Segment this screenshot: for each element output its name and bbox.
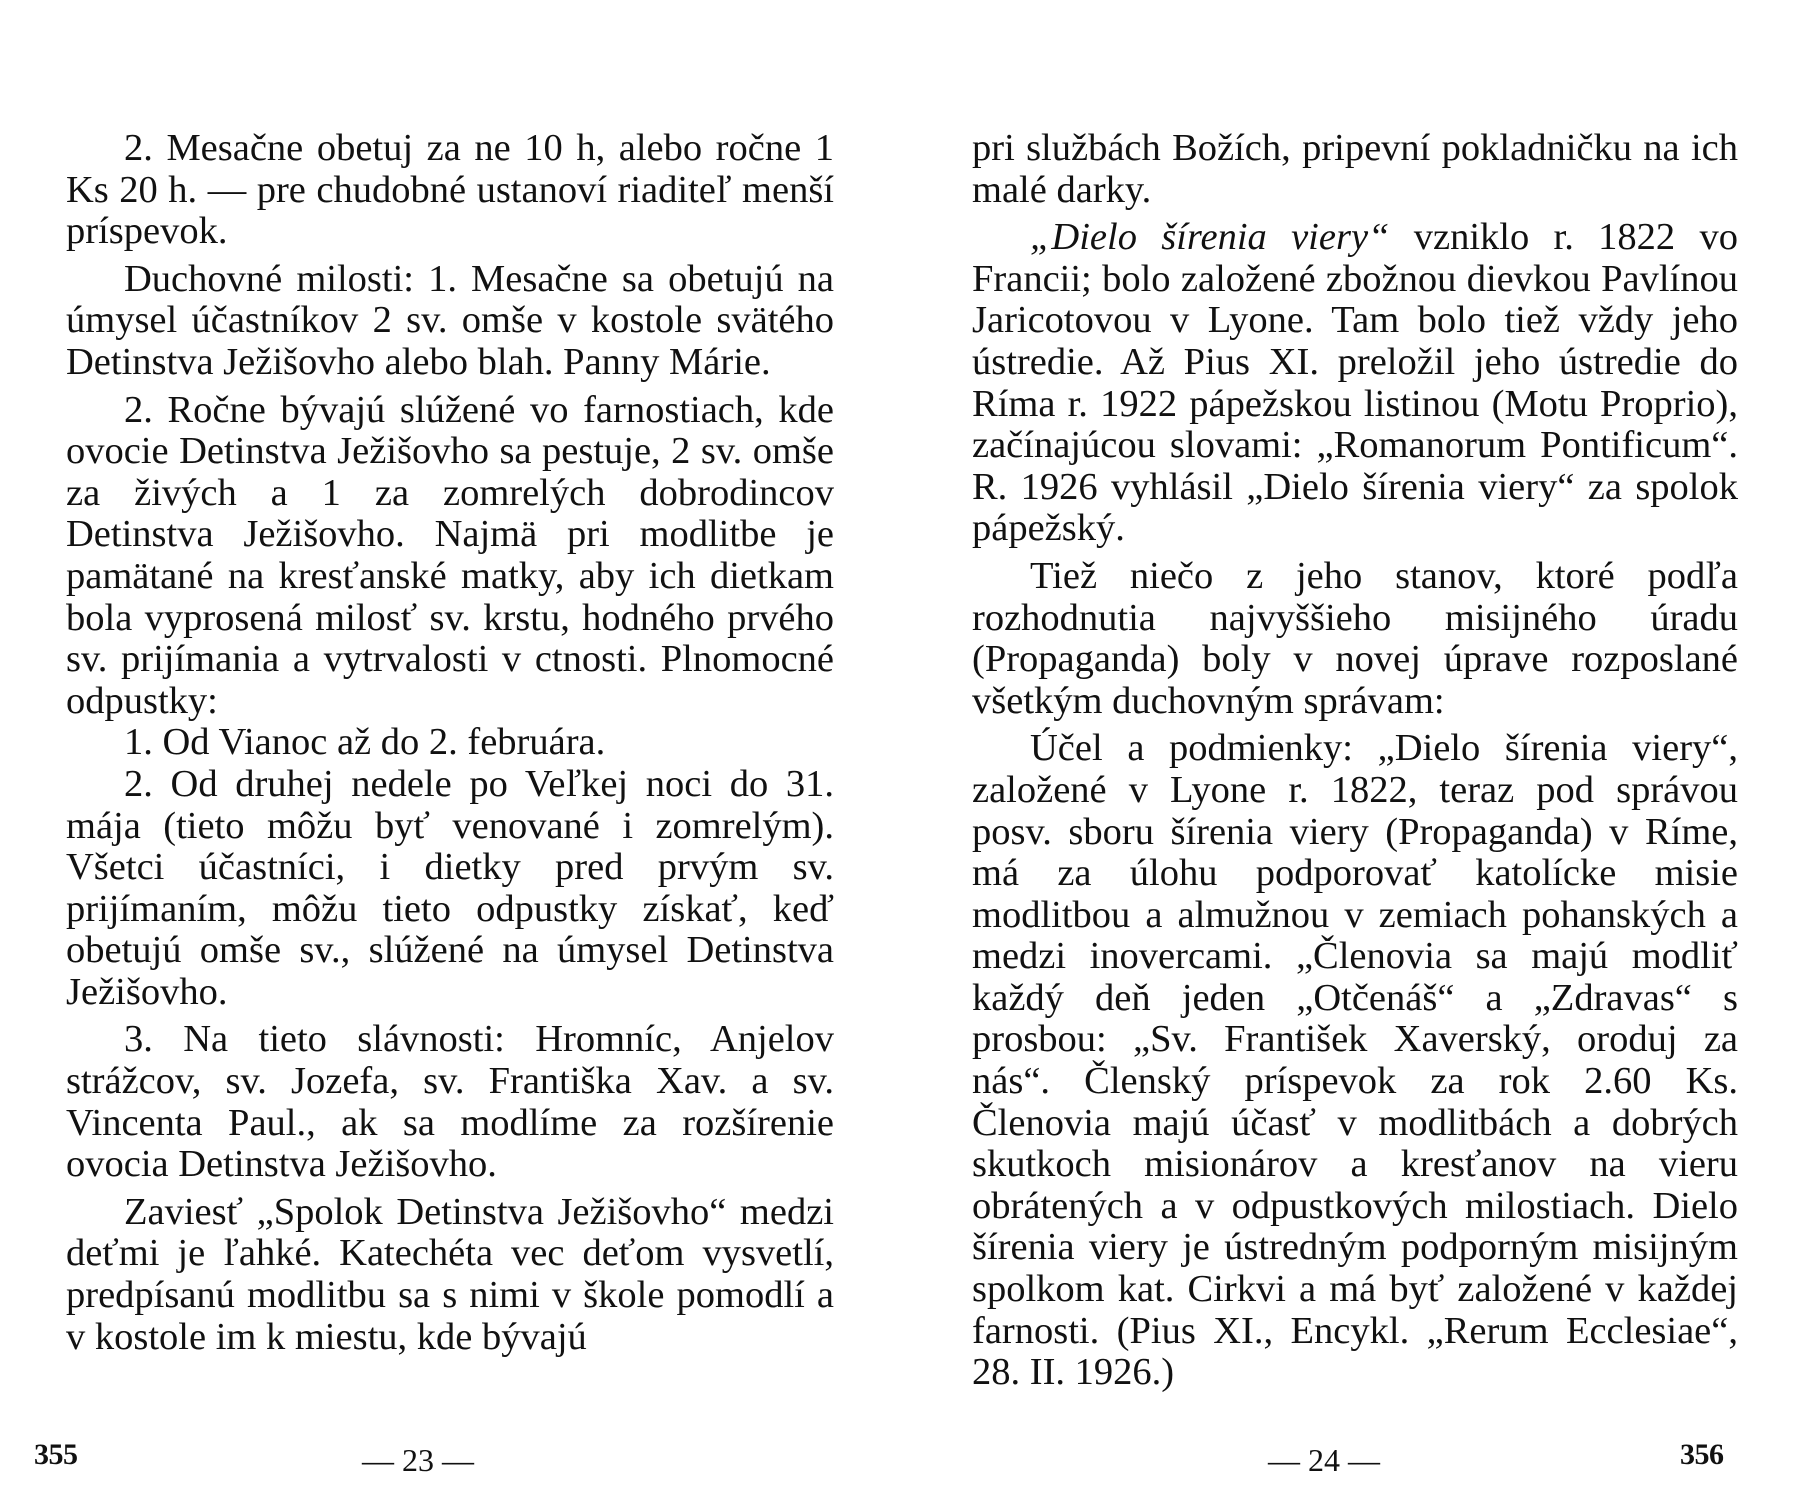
right-paragraph: Tiež niečo z jeho stanov, ktoré podľa rozhodnutia najvyššieho misijného úradu (Propaganda) boly v novej úprave rozposlané všetkým duchovným správam: [972, 554, 1738, 722]
right-sheet-number: 356 [1680, 1438, 1724, 1471]
left-list-item: 3. Na tieto slávnosti: Hromníc, Anjelov strážcov, sv. Jozefa, sv. Františka Xav. a sv. Vincenta Paul., ak sa modlíme za rozšírenie ovocia Detinstva Ježišovho. [66, 1018, 834, 1186]
left-paragraph: Zaviesť „Spolok Detinstva Ježišovho“ medzi deťmi je ľahké. Katechéta vec deťom vysvetlí, predpísanú modlitbu sa s nimi v škole pomodlí a v kostole im k miestu, kde bývajú [66, 1190, 834, 1358]
left-sheet-number: 355 [34, 1438, 78, 1471]
left-list-item: 1. Od Vianoc až do 2. februára. [124, 721, 606, 764]
right-paragraph-text: vzniklo r. 1822 vo Francii; bolo založené zbožnou dievkou Pavlínou Jaricotovou v Lyone. Tam bolo tiež vždy jeho ústredie. Až Pius XI. preložil jeho ústredie do Ríma r. 1922 pápežskou listinou (Motu Proprio), začínajúcou slovami: „Romanorum Pontificum“. R. 1926 vyhlásil „Dielo šírenia viery“ za spolok pápežský. [972, 216, 1738, 550]
right-page-number: — 24 — [1268, 1442, 1380, 1478]
right-page [898, 0, 1796, 1500]
right-page-text [972, 128, 1738, 1400]
left-page-text [66, 128, 834, 1364]
dielo-title: „Dielo šírenia viery“ [1030, 216, 1390, 259]
left-list-item: 2. Od druhej nedele po Veľkej noci do 31. mája (tieto môžu byť venované i zomrelým). Všetci účastníci, i dietky pred prvým sv. prijímaním, môžu tieto odpustky získať, keď obetujú omše sv., slúžené na úmysel Detinstva Ježišovho. [66, 762, 834, 1013]
left-paragraph: 2. Mesačne obetuj za ne 10 h, alebo ročne 1 Ks 20 h. — pre chudobné ustanoví riaditeľ menší príspevok. [66, 127, 834, 253]
left-paragraph: Duchovné milosti: 1. Mesačne sa obetujú na úmysel účastníkov 2 sv. omše v kostole svätého Detinstva Ježišovho alebo blah. Panny Márie. [66, 257, 834, 383]
right-paragraph: pri službách Božích, pripevní pokladničku na ich malé darky. [972, 127, 1738, 211]
left-page-number: — 23 — [362, 1442, 474, 1478]
right-paragraph [972, 217, 1738, 550]
left-paragraph: 2. Ročne bývajú slúžené vo farnostiach, kde ovocie Detinstva Ježišovho sa pestuje, 2 sv. omše za živých a 1 za zomrelých dobrodincov Detinstva Ježišovho. Najmä pri modlitbe je pamätané na kresťanské matky, aby ich dietkam bola vyprosená milosť sv. krstu, hodného prvého sv. prijímania a vytrvalosti v ctnosti. Plnomocné odpustky: [66, 388, 834, 722]
right-paragraph: Účel a podmienky: „Dielo šírenia viery“, založené v Lyone r. 1822, teraz pod správou posv. sboru šírenia viery (Propaganda) v Ríme, má za úlohu podporovať katolícke misie modlitbou a almužnou v zemiach pohanských a medzi inovercami. „Členovia sa majú modliť každý deň jeden „Otčenáš“ a „Zdravas“ s prosbou: „Sv. František Xaverský, oroduj za nás“. Členský príspevok za rok 2.60 Ks. Členovia majú účasť v modlitbách a dobrých skutkoch misionárov a kresťanov na vieru obrátených a v odpustkových milostiach. Dielo šírenia viery je ústredným podporným misijným spolkom kat. Cirkvi a má byť založené v každej farnosti. (Pius XI., Encykl. „Rerum Ecclesiae“, 28. II. 1926.) [972, 727, 1738, 1394]
